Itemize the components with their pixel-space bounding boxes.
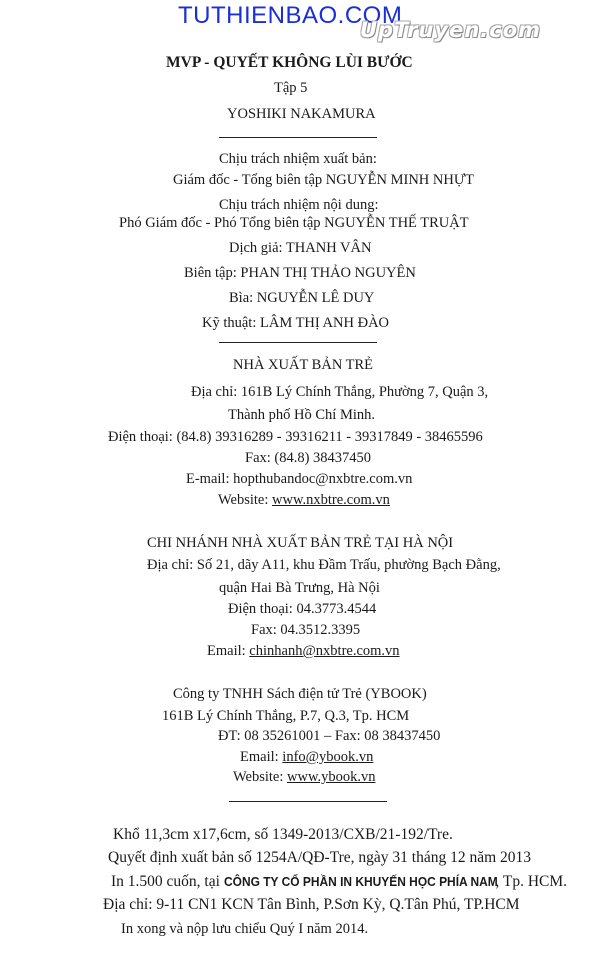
branch-email: Email: chinhanh@nxbtre.com.vn [207,643,400,659]
print-size: Khổ 11,3cm x17,6cm, số 1349-2013/CXB/21-192/Tre. [113,826,453,843]
ybook-website: Website: www.ybook.vn [233,769,376,785]
book-title: MVP - QUYẾT KHÔNG LÙI BƯỚC [166,54,413,71]
technical: Kỹ thuật: LÂM THỊ ANH ĐÀO [202,315,390,331]
publisher-website-link[interactable]: www.nxbtre.com.vn [272,492,390,508]
publisher-phone: Điện thoại: (84.8) 39316289 - 39316211 - 39317849 - 38465596 [108,429,483,445]
branch-address-2: quận Hai Bà Trưng, Hà Nội [219,580,380,596]
publisher-address-2: Thành phố Hồ Chí Minh. [228,407,376,423]
branch-phone: Điện thoại: 04.3773.4544 [228,601,377,617]
printer-name: CÔNG TY CỔ PHẦN IN KHUYẾN HỌC PHÍA NAM [223,874,498,889]
branch-fax: Fax: 04.3512.3395 [251,622,361,638]
printer-address: Địa chỉ: 9-11 CN1 KCN Tân Bình, P.Sơn Kỳ, Q.Tân Phú, TP.HCM [103,896,520,913]
publisher-fax: Fax: (84.8) 38437450 [245,450,372,466]
ybook-company: Công ty TNHH Sách điện tử Trẻ (YBOOK) [173,686,427,702]
branch-name: CHI NHÁNH NHÀ XUẤT BẢN TRẺ TẠI HÀ NỘI [147,535,454,551]
print-decision: Quyết định xuất bản số 1254A/QĐ-Tre, ngày 31 tháng 12 năm 2013 [108,849,532,866]
branch-address-1: Địa chỉ: Số 21, dãy A11, khu Đầm Trấu, phường Bạch Đằng, [147,557,501,573]
deposit-note: In xong và nộp lưu chiểu Quý I năm 2014. [121,921,369,937]
ybook-address: 161B Lý Chính Thắng, P.7, Q.3, Tp. HCM [162,708,410,724]
branch-email-link[interactable]: chinhanh@nxbtre.com.vn [249,643,400,659]
divider [229,801,387,802]
publisher-email: E-mail: hopthubandoc@nxbtre.com.vn [186,471,413,487]
content-resp-label: Chịu trách nhiệm nội dung: [219,197,379,213]
translator: Dịch giả: THANH VÂN [229,240,372,256]
watermark-secondary: UpTruyen.com [360,18,542,42]
publisher-website: Website: www.nxbtre.com.vn [218,492,390,508]
book-author: YOSHIKI NAKAMURA [227,106,376,122]
ybook-email-link[interactable]: info@ybook.vn [282,749,374,765]
watermark-primary: TUTHIENBAO.COM [178,2,403,29]
publisher-address-1: Địa chỉ: 161B Lý Chính Thắng, Phường 7, Quận 3, [191,384,489,400]
book-volume: Tập 5 [274,80,308,96]
content-resp-value: Phó Giám đốc - Phó Tổng biên tập NGUYỄN THẾ TRUẬT [119,215,469,231]
divider [219,137,377,138]
ybook-website-link[interactable]: www.ybook.vn [287,769,376,785]
editor: Biên tập: PHAN THỊ THẢO NGUYÊN [184,265,416,281]
print-copies: In 1.500 cuốn, tại CÔNG TY CỔ PHẦN IN KHUYẾN HỌC PHÍA NAM, Tp. HCM. [111,873,568,890]
ybook-email: Email: info@ybook.vn [240,749,374,765]
divider [219,342,377,343]
cover-designer: Bìa: NGUYỄN LÊ DUY [229,290,375,306]
ybook-phone: ĐT: 08 35261001 – Fax: 08 38437450 [218,728,441,744]
publishing-resp-label: Chịu trách nhiệm xuất bản: [219,151,377,167]
publisher-name: NHÀ XUẤT BẢN TRẺ [233,357,374,373]
publishing-resp-value: Giám đốc - Tổng biên tập NGUYỄN MINH NHỰT [173,172,474,188]
